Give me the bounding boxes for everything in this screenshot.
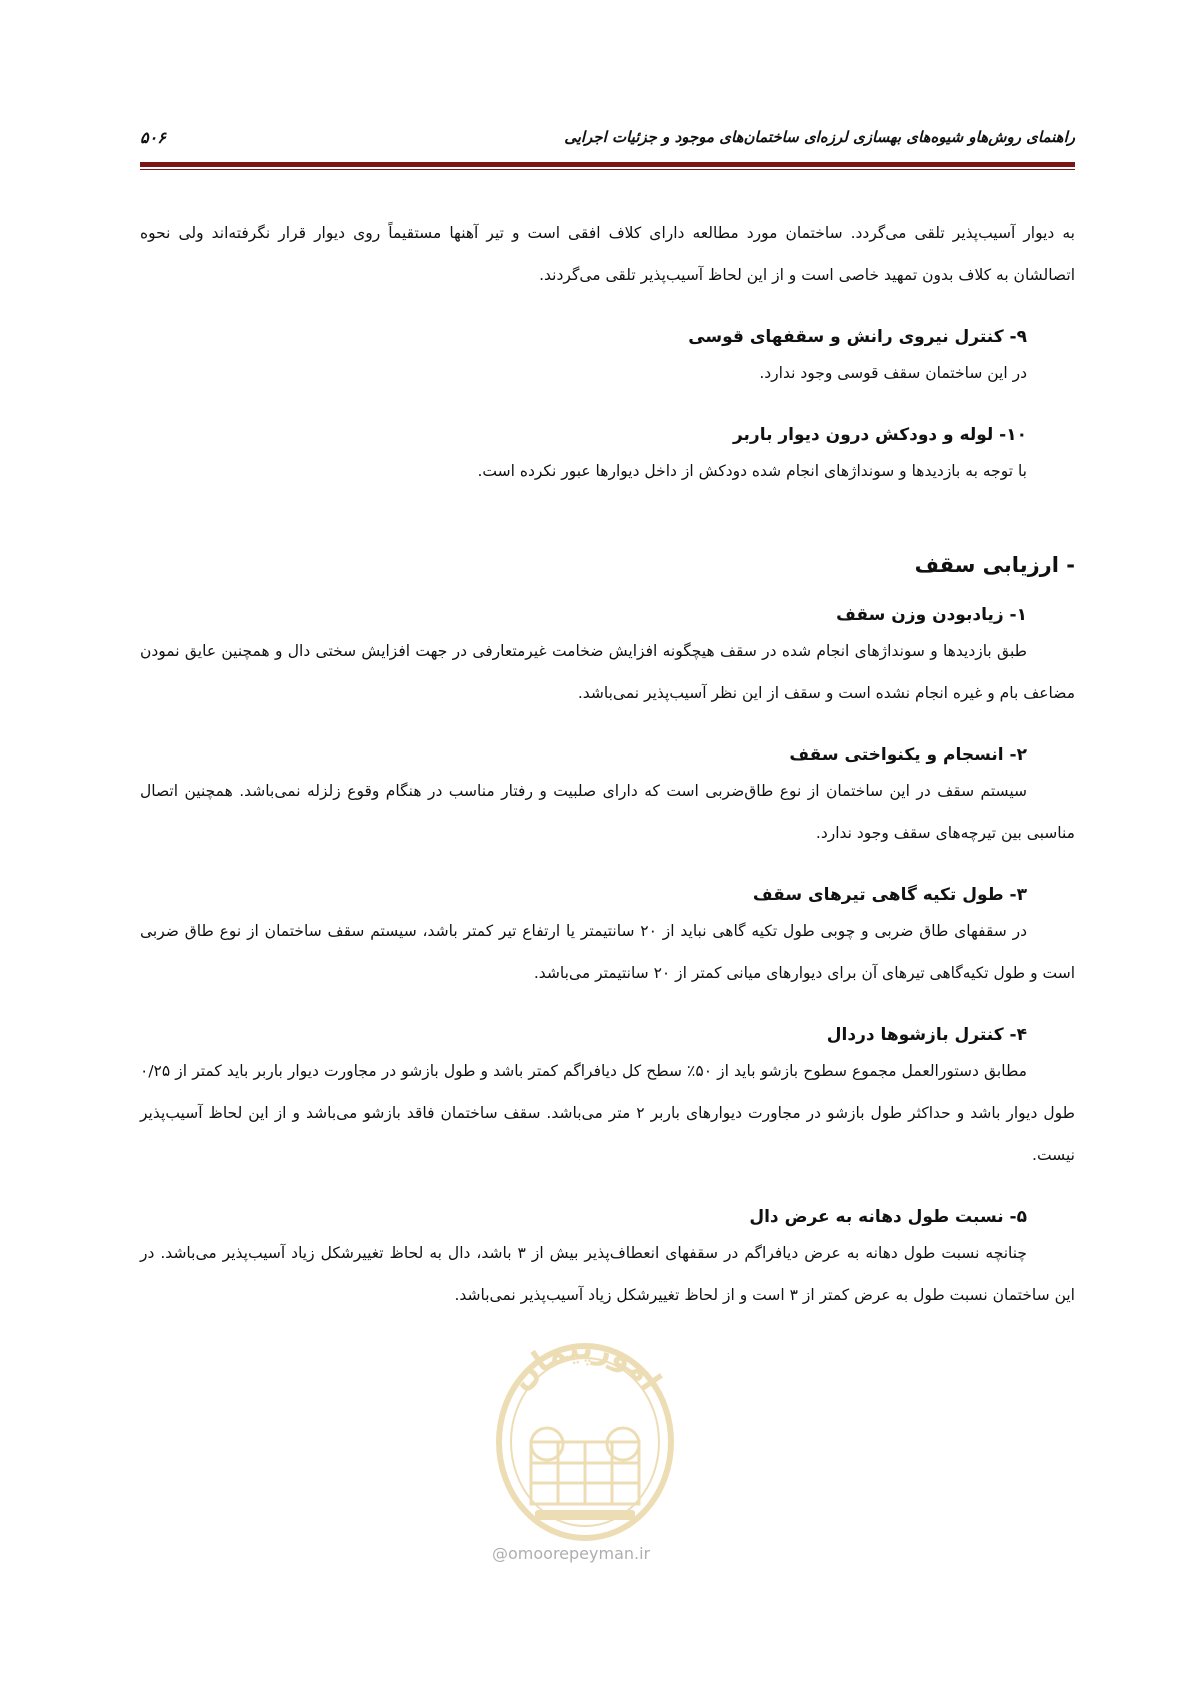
running-header-title: راهنمای روش‌هاو شیوه‌های بهسازی لرزه‌ای ساختمان‌های موجود و جزئیات اجرایی — [564, 128, 1075, 146]
roof-item-4-heading: ۴- کنترل بازشوها دردال — [826, 1025, 1027, 1045]
header-rule-thin — [140, 169, 1075, 170]
roof-section-heading: - ارزیابی سقف — [914, 553, 1075, 577]
roof-item-2-heading: ۲- انسجام و یکنواختی سقف — [789, 745, 1027, 765]
roof-item-1-text: طبق بازدیدها و سونداژهای انجام شده در سقف هیچگونه افزایش ضخامت غیرمتعارفی در جهت افزایش سختی دال و همچنین عایق نمودن مضاعف بام و غیره انجام نشده است و سقف از این نظر آسیب‌پذیر نمی‌باشد. — [140, 642, 1075, 702]
document-body — [140, 212, 1075, 1316]
page-number: ۵۰۶ — [140, 128, 166, 147]
header-rule — [140, 162, 1075, 167]
item-10-heading: ۱۰- لوله و دودکش درون دیوار باربر — [732, 425, 1027, 445]
roof-item-3-text: در سقفهای طاق ضربی و چوبی طول تکیه گاهی نباید از ۲۰ سانتیمتر یا ارتفاع تیر کمتر باشد، سیستم سقف ساختمان از نوع طاق ضربی است و طول تکیه‌گاهی تیرهای آن برای دیوارهای میانی کمتر از ۲۰ سانتیمتر می‌باشد. — [140, 922, 1075, 982]
item-10-text: با توجه به بازدیدها و سونداژهای انجام شده دودکش از داخل دیوارها عبور نکرده است. — [477, 462, 1027, 480]
intro-paragraph: به دیوار آسیب‌پذیر تلقی می‌گردد. ساختمان مورد مطالعه دارای کلاف افقی است و تیر آهنها مستقیماً روی دیوار قرار نگرفته‌اند ولی نحوه اتصالشان به کلاف بدون تمهید خاصی است و از این لحاظ آسیب‌پذیر تلقی می‌گردند. — [140, 224, 1075, 284]
roof-item-5-text: چنانچه نسبت طول دهانه به عرض دیافراگم در سقفهای انعطاف‌پذیر بیش از ۳ باشد، دال به لحاظ تغییرشکل زیاد آسیب‌پذیر می‌باشد. در این ساختمان نسبت طول به عرض کمتر از ۳ است و از لحاظ تغییرشکل زیاد آسیب‌پذیر نمی‌باشد. — [140, 1244, 1075, 1304]
item-9-text: در این ساختمان سقف قوسی وجود ندارد. — [759, 364, 1027, 382]
watermark-logo-text: امورپیمان — [503, 1332, 668, 1398]
roof-item-4-text: مطابق دستورالعمل مجموع سطوح بازشو باید از ۵۰٪ سطح کل دیافراگم کمتر باشد و طول بازشو در مجاورت دیوار باربر باید کمتر از ۰/۲۵ طول دیوار باشد و حداکثر طول بازشو در مجاورت دیوارهای باربر ۲ متر می‌باشد. سقف ساختمان فاقد بازشو می‌باشد و از این لحاظ آسیب‌پذیر نیست. — [140, 1062, 1076, 1164]
svg-text:امورپیمان — [503, 1332, 668, 1397]
roof-item-5-heading: ۵- نسبت طول دهانه به عرض دال — [749, 1207, 1027, 1227]
page-header — [140, 128, 1075, 156]
watermark-url: @omoorepeyman.ir — [492, 1544, 651, 1563]
roof-item-2-text: سیستم سقف در این ساختمان از نوع طاق‌ضربی است که دارای صلبیت و رفتار مناسب در هنگام وقوع زلزله نمی‌باشد. همچنین اتصال مناسبی بین تیرچه‌های سقف وجود ندارد. — [140, 782, 1075, 842]
item-9-heading: ۹- کنترل نیروی رانش و سقفهای قوسی — [688, 327, 1027, 347]
roof-item-1-heading: ۱- زیادبودن وزن سقف — [836, 605, 1027, 625]
roof-item-3-heading: ۳- طول تکیه گاهی تیرهای سقف — [752, 885, 1027, 905]
